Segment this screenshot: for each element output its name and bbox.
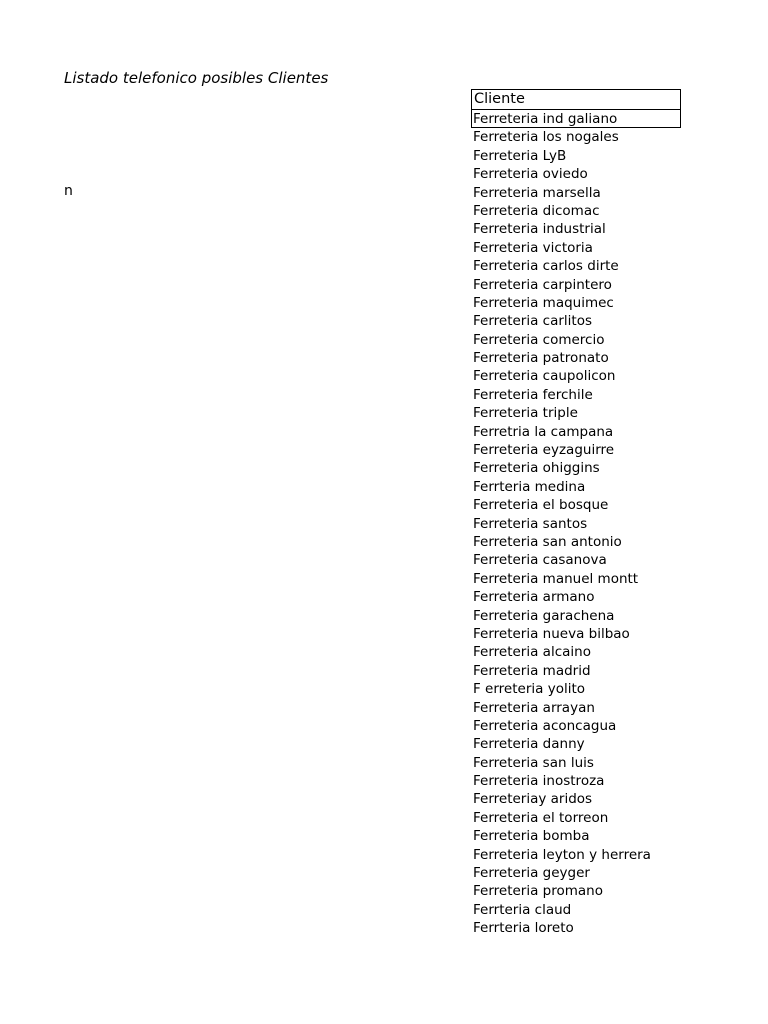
- client-row: Ferreteria el bosque: [473, 497, 609, 514]
- client-row: Ferreteria danny: [473, 736, 585, 753]
- client-row: Ferrteria loreto: [473, 920, 574, 937]
- client-row: Ferreteria armano: [473, 589, 595, 606]
- client-row: Ferreteria patronato: [473, 350, 609, 367]
- client-row: Ferreteria bomba: [473, 828, 590, 845]
- client-row: Ferreteria eyzaguirre: [473, 442, 615, 459]
- client-rows: [471, 109, 681, 938]
- client-row: Ferreteria maquimec: [473, 294, 614, 311]
- client-row: Ferreteria san antonio: [473, 533, 622, 550]
- client-row: Ferreteria marsella: [473, 184, 601, 201]
- client-row: Ferreteria geyger: [473, 865, 590, 882]
- client-row: Ferreteriay aridos: [473, 791, 593, 808]
- client-row: Ferrteria claud: [473, 901, 572, 918]
- client-row: Ferreteria nueva bilbao: [473, 625, 630, 642]
- client-row: Ferreteria carpintero: [473, 276, 612, 293]
- client-row: Ferrteria medina: [473, 478, 586, 495]
- client-row: Ferreteria ohiggins: [473, 460, 600, 477]
- client-row: Ferreteria san luis: [473, 754, 594, 771]
- client-row: Ferreteria alcaino: [473, 644, 591, 661]
- client-row-selected: Ferreteria ind galiano: [471, 109, 681, 128]
- client-row: Ferreteria ferchile: [473, 386, 593, 403]
- client-row: F erreteria yolito: [473, 681, 586, 698]
- client-row: Ferreteria dicomac: [473, 202, 600, 219]
- client-row: Ferreteria carlitos: [473, 313, 593, 330]
- client-row: Ferreteria carlos dirte: [473, 258, 619, 275]
- client-column-header: Cliente: [471, 89, 681, 109]
- stray-cell-text: n: [64, 183, 73, 199]
- client-row: Ferretria la campana: [473, 423, 614, 440]
- client-row: Ferreteria victoria: [473, 239, 593, 256]
- client-row: Ferreteria industrial: [473, 221, 606, 238]
- client-row: Ferreteria LyB: [473, 147, 567, 164]
- client-row: Ferreteria el torreon: [473, 809, 609, 826]
- client-row: Ferreteria promano: [473, 883, 603, 900]
- client-row: Ferreteria comercio: [473, 331, 605, 348]
- client-row: Ferreteria madrid: [473, 662, 591, 679]
- client-row: Ferreteria garachena: [473, 607, 615, 624]
- client-row: Ferreteria triple: [473, 405, 578, 422]
- client-row: Ferreteria casanova: [473, 552, 607, 569]
- client-row: Ferreteria santos: [473, 515, 588, 532]
- client-row: Ferreteria arrayan: [473, 699, 595, 716]
- document-title: Listado telefonico posibles Clientes: [64, 69, 329, 87]
- client-row: Ferreteria aconcagua: [473, 717, 617, 734]
- client-row: Ferreteria manuel montt: [473, 570, 639, 587]
- client-row: Ferreteria leyton y herrera: [473, 846, 651, 863]
- client-row: Ferreteria los nogales: [473, 129, 619, 146]
- client-row: Ferreteria oviedo: [473, 166, 588, 183]
- client-row: Ferreteria inostroza: [473, 773, 605, 790]
- client-table: [471, 89, 681, 938]
- client-row: Ferreteria caupolicon: [473, 368, 616, 385]
